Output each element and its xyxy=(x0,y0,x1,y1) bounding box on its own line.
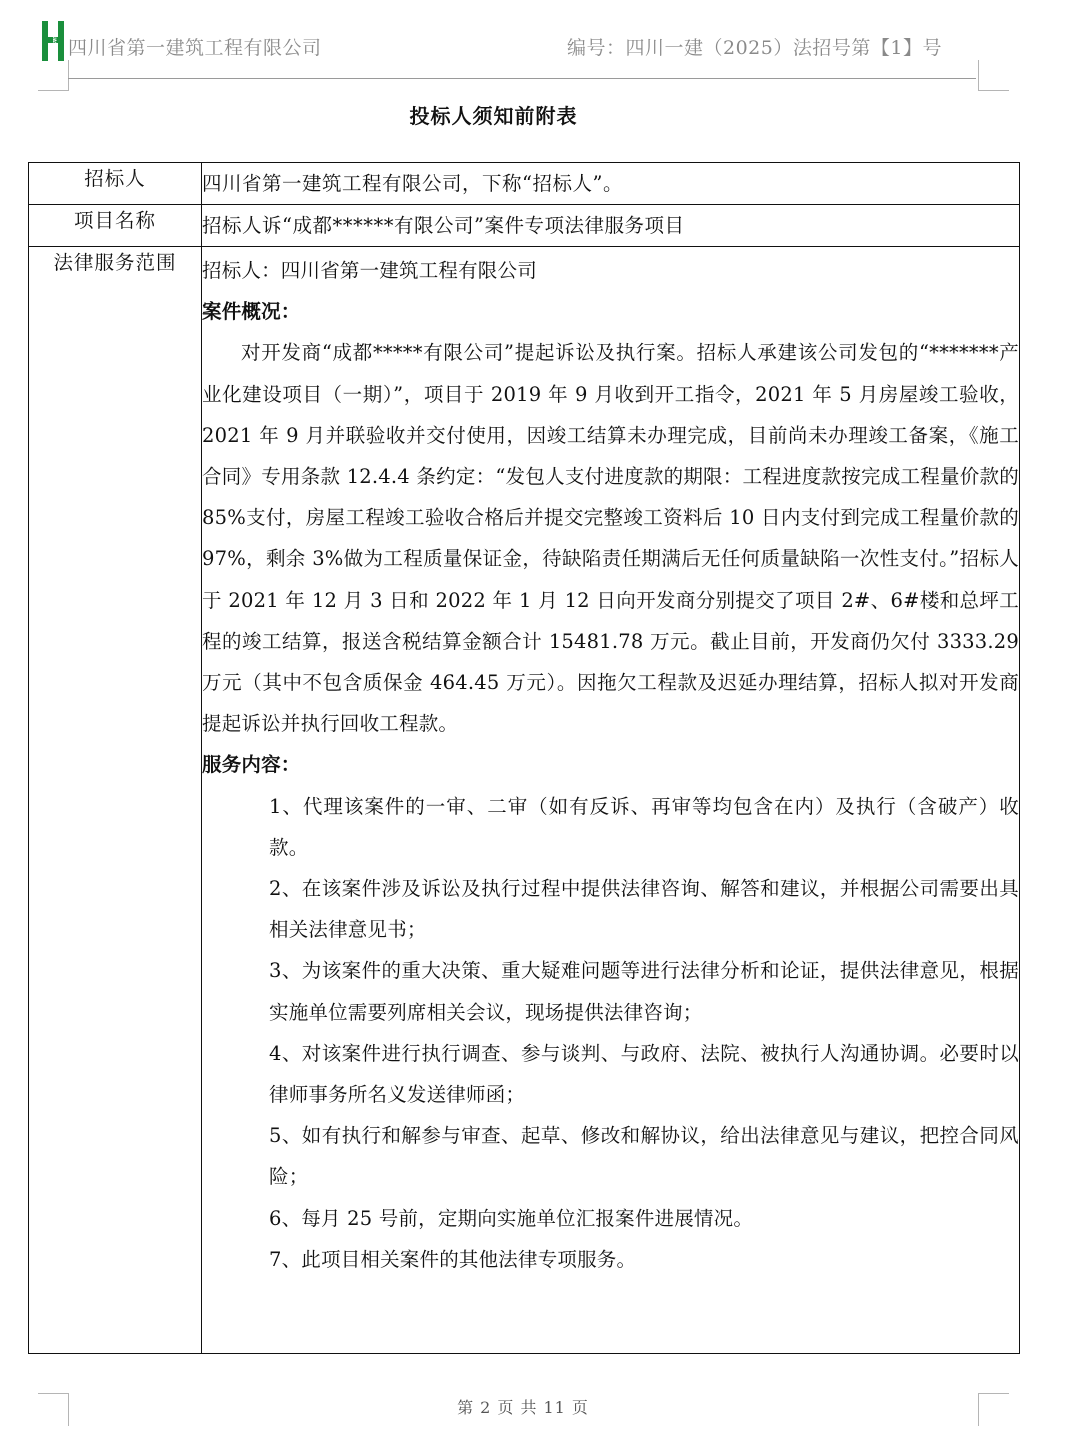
service-item-5: 5、如有执行和解参与审查、起草、修改和解协议，给出法律意见与建议，把控合同风险； xyxy=(269,1124,1019,1189)
header-document-number: 编号：四川一建（2025）法招号第【1】号 xyxy=(567,37,942,59)
table-row-project xyxy=(29,205,1020,247)
company-logo xyxy=(40,20,66,62)
overview-heading: 案件概况： xyxy=(202,300,301,324)
overview-paragraph: 对开发商“成都*****有限公司”提起诉讼及执行案。招标人承建该公司发包的“*******产业化建设项目（一期）”，项目于 2019 年 9 月收到开工指令，2021 年 5 月房屋竣工验收，2021 年 9 月并联验收并交付使用，因竣工结算未办理完成，目前尚未办理竣工备案，《施工合同》专用条款 12.4.4 条约定：“发包人支付进度款的期限：工程进度款按完成工程量价款的 85%支付，房屋工程竣工验收合格后并提交完整竣工资料后 10 日内支付到完成工程量价款的 97%，剩余 3%做为工程质量保证金，待缺陷责任期满后无任何质量缺陷一次性支付。”招标人于 2021 年 12 月 3 日和 2022 年 1 月 12 日向开发商分别提交了项目 2#、6#楼和总坪工程的竣工结算，报送含税结算金额合计 15481.78 万元。截止目前，开发商仍欠付 3333.29 万元（其中不包含质保金 464.45 万元）。因拖欠工程款及迟延办理结算，招标人拟对开发商提起诉讼并执行回收工程款。 xyxy=(202,341,1019,736)
service-item-1: 1、代理该案件的一审、二审（如有反诉、再审等均包含在内）及执行（含破产）收款。 xyxy=(269,794,1019,859)
footer-suffix: 页 xyxy=(571,1398,589,1417)
crop-mark-top-left xyxy=(38,60,69,91)
page-footer xyxy=(0,1395,1046,1418)
logo-lettering: HUASHI xyxy=(52,31,57,51)
services-heading: 服务内容： xyxy=(202,753,301,777)
value-legal-service-scope xyxy=(202,247,1020,1354)
bid-info-table xyxy=(28,162,1020,1354)
footer-page-number: 2 xyxy=(480,1398,492,1417)
label-legal-service-scope: 法律服务范围 xyxy=(29,247,202,1354)
service-item-6: 6、每月 25 号前，定期向实施单位汇报案件进展情况。 xyxy=(269,1206,754,1230)
page-title: 投标人须知前附表 xyxy=(409,104,578,128)
table-row-scope xyxy=(29,247,1020,1354)
service-item-4: 4、对该案件进行执行调查、参与谈判、与政府、法院、被执行人沟通协调。必要时以律师事务所名义发送律师函； xyxy=(269,1041,1019,1107)
label-project-name: 项目名称 xyxy=(29,205,202,247)
footer-mid: 页 共 xyxy=(497,1398,538,1417)
table-row-bidder xyxy=(29,163,1020,205)
service-item-2: 2、在该案件涉及诉讼及执行过程中提供法律咨询、解答和建议，并根据公司需要出具相关法律意见书； xyxy=(269,877,1019,942)
header-divider xyxy=(68,78,976,79)
footer-prefix: 第 xyxy=(457,1398,475,1417)
service-item-7: 7、此项目相关案件的其他法律专项服务。 xyxy=(269,1247,637,1271)
header-company-name: 四川省第一建筑工程有限公司 xyxy=(68,37,322,59)
service-item-3: 3、为该案件的重大决策、重大疑难问题等进行法律分析和论证，提供法律意见，根据实施单位需要列席相关会议，现场提供法律咨询； xyxy=(269,959,1019,1024)
footer-total-pages: 11 xyxy=(543,1398,566,1417)
value-project-name: 招标人诉“成都******有限公司”案件专项法律服务项目 xyxy=(202,205,1020,247)
crop-mark-top-right xyxy=(978,60,1009,91)
value-bidder: 四川省第一建筑工程有限公司，下称“招标人”。 xyxy=(202,163,1020,205)
scope-bidder-line: 招标人：四川省第一建筑工程有限公司 xyxy=(202,259,537,282)
label-bidder: 招标人 xyxy=(29,163,202,205)
